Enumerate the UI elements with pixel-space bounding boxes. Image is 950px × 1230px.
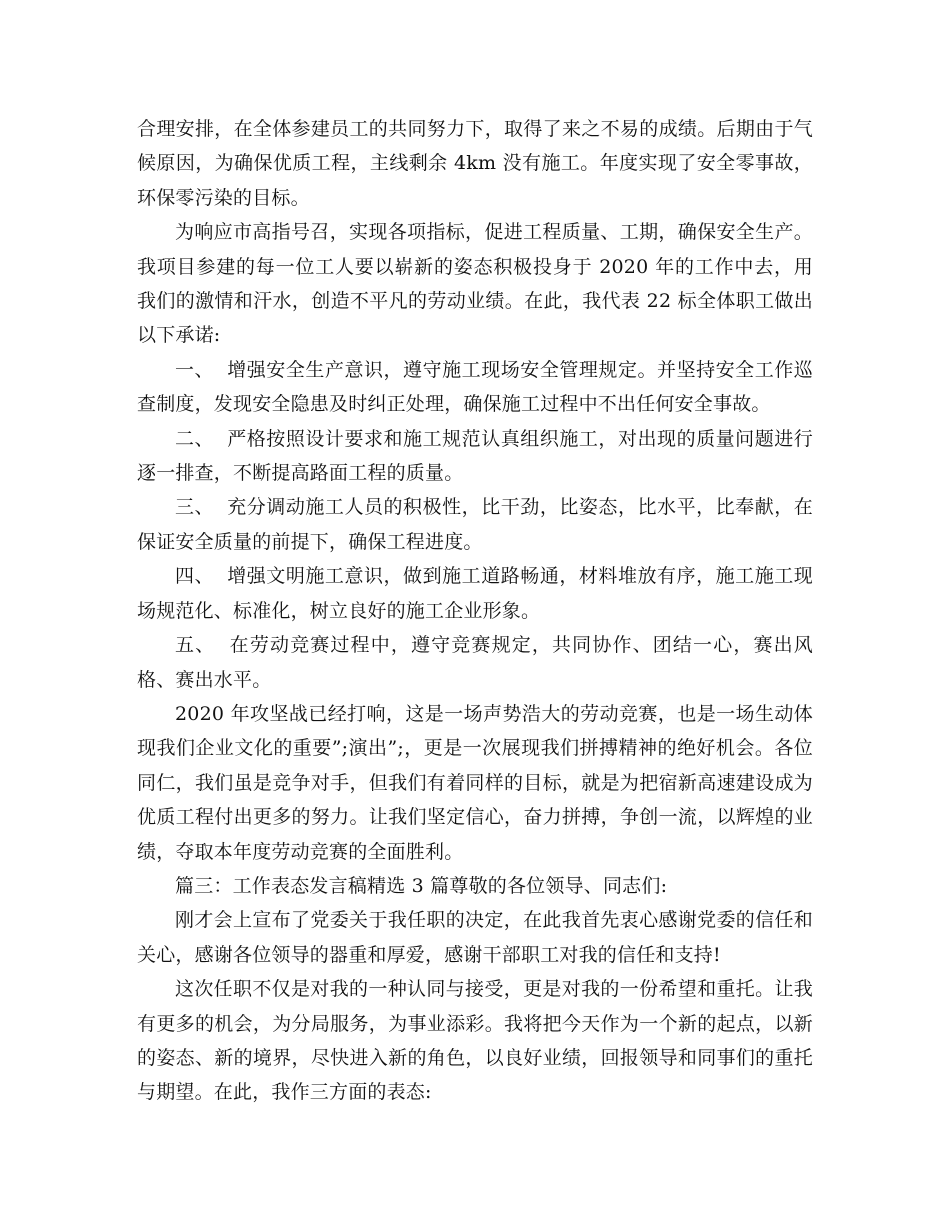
paragraph: 合理安排，在全体参建员工的共同努力下，取得了来之不易的成绩。后期由于气候原因，为确保优质工程，主线剩余 4km 没有施工。年度实现了安全零事故，环保零污染的目标。 (137, 118, 813, 209)
paragraph: 刚才会上宣布了党委关于我任职的决定，在此我首先衷心感谢党委的信任和关心，感谢各位领导的器重和厚爱，感谢干部职工对我的信任和支持! (137, 909, 813, 966)
list-item-paragraph: 二、 严格按照设计要求和施工规范认真组织施工，对出现的质量问题进行逐一排查，不断提高路面工程的质量。 (137, 427, 813, 485)
section-title: 篇三：工作表态发言稿精选 3 篇 (175, 874, 450, 897)
salutation: 尊敬的各位领导、同志们: (449, 874, 668, 897)
paragraph: 这次任职不仅是对我的一种认同与接受，更是对我的一份希望和重托。让我有更多的机会，为分局服务，为事业添彩。我将把今天作为一个新的起点，以新的姿态、新的境界，尽快进入新的角色，以良好业绩，回报领导和同事们的重托与期望。在此，我作三方面的表态: (137, 978, 813, 1104)
section-heading (137, 869, 813, 903)
paragraph: 2020 年攻坚战已经打响，这是一场声势浩大的劳动竞赛，也是一场生动体现我们企业文化的重要”;演出”;，更是一次展现我们拼搏精神的绝好机会。各位同仁，我们虽是竞争对手，但我们有着同样的目标，就是为把宿新高速建设成为优质工程付出更多的努力。让我们坚定信心，奋力拼搏，争创一流，以辉煌的业绩，夺取本年度劳动竞赛的全面胜利。 (137, 702, 813, 863)
paragraph: 为响应市高指号召，实现各项指标，促进工程质量、工期，确保安全生产。我项目参建的每一位工人要以崭新的姿态积极投身于 2020 年的工作中去，用我们的激情和汗水，创造不平凡的劳动业绩。在此，我代表 22 标全体职工做出以下承诺: (137, 221, 813, 347)
list-item-paragraph: 一、 增强安全生产意识，遵守施工现场安全管理规定。并坚持安全工作巡查制度，发现安全隐患及时纠正处理，确保施工过程中不出任何安全事故。 (137, 358, 813, 416)
list-item-paragraph: 四、 增强文明施工意识，做到施工道路畅通，材料堆放有序，施工施工现场规范化、标准化，树立良好的施工企业形象。 (137, 565, 813, 622)
list-item-paragraph: 五、 在劳动竞赛过程中，遵守竞赛规定，共同协作、团结一心，赛出风格、赛出水平。 (137, 634, 813, 691)
document-body (137, 112, 813, 1110)
list-item-paragraph: 三、 充分调动施工人员的积极性，比干劲，比姿态，比水平，比奉献，在保证安全质量的前提下，确保工程进度。 (137, 496, 813, 553)
